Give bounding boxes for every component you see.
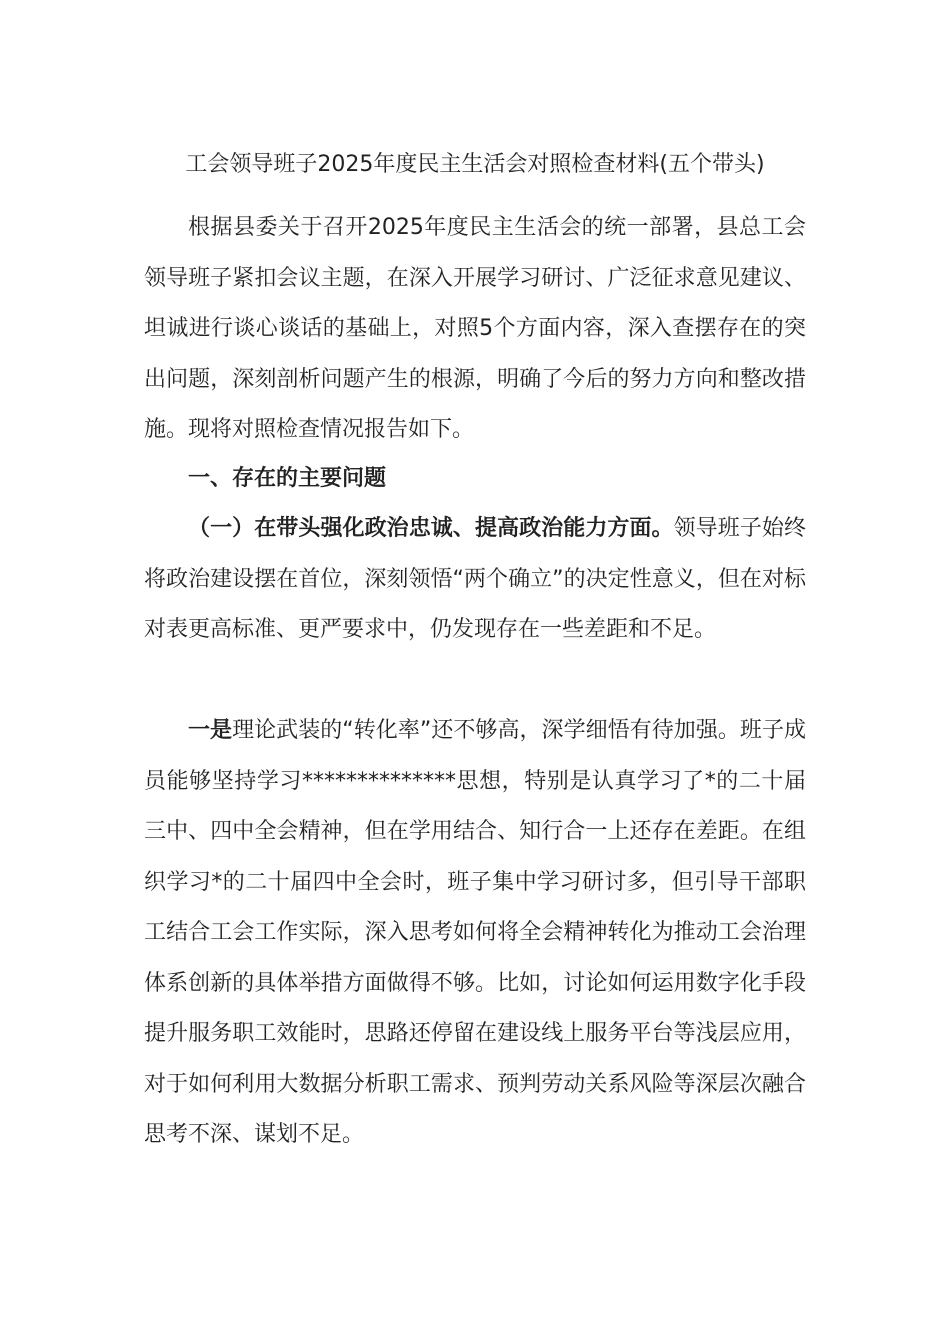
section-heading: 一、存在的主要问题	[188, 466, 387, 491]
intro-paragraph: 根据县委关于召开2025年度民主生活会的统一部署，县总工会领导班子紧扣会议主题，在深入开展学习研讨、广泛征求意见建议、坦诚进行谈心谈话的基础上，对照5个方面内容，深入查摆存在的突出问题，深刻剖析问题产生的根源，明确了今后的努力方向和整改措施。现将对照检查情况报告如下。	[144, 215, 806, 442]
point-one-body: 理论武装的“转化率”还不够高，深学细悟有待加强。班子成员能够坚持学习**************思想，特别是认真学习了*的二十届三中、四中全会精神，但在学用结合、知行合一上还存在差距。在组织学习*的二十届四中全会时，班子集中学习研讨多，但引导干部职工结合工会工作实际，深入思考如何将全会精神转化为推动工会治理体系创新的具体举措方面做得不够。比如，讨论如何运用数字化手段提升服务职工效能时，思路还停留在建设线上服务平台等浅层应用，对于如何利用大数据分析职工需求、预判劳动关系风险等深层次融合思考不深、谋划不足。	[144, 718, 806, 1147]
point-one-lead: 一是	[188, 718, 233, 743]
point-one-paragraph	[144, 706, 806, 1161]
subsection-body: 领导班子始终将政治建设摆在首位，深刻领悟“两个确立”的决定性意义，但在对标对表更高标准、更严要求中，仍发现存在一些差距和不足。	[144, 516, 806, 642]
subsection-paragraph	[144, 504, 806, 656]
document-title: 工会领导班子2025年度民主生活会对照检查材料(五个带头)	[185, 152, 765, 177]
subsection-heading: （一）在带头强化政治忠诚、提高政治能力方面。	[188, 516, 674, 541]
